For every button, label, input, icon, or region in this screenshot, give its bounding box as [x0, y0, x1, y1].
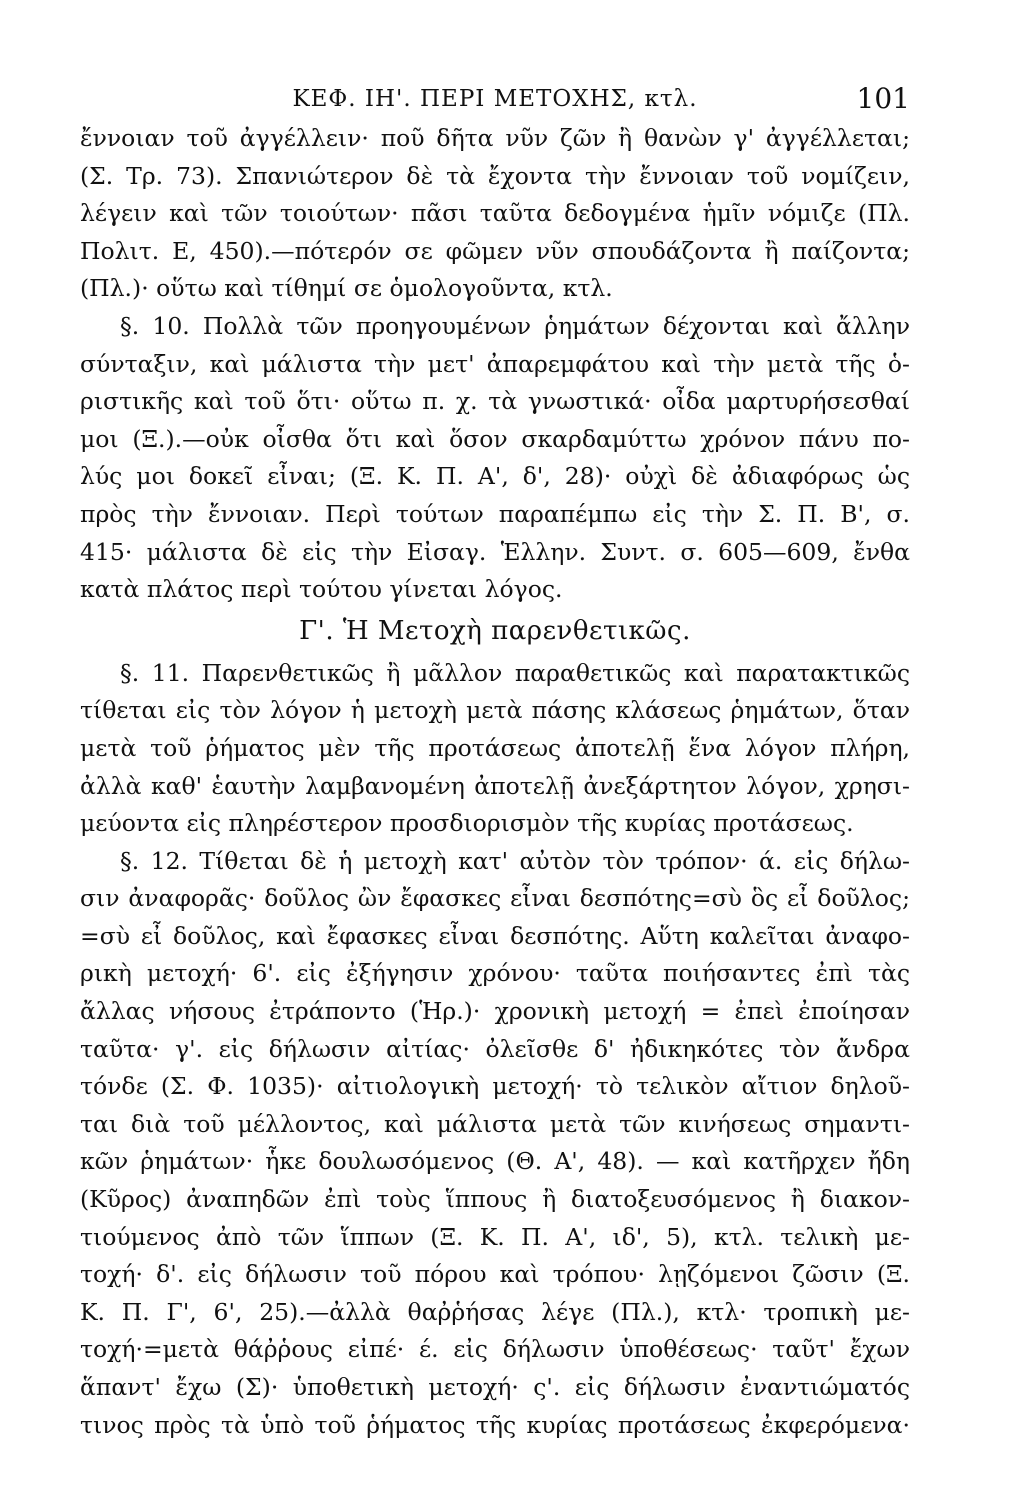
text-line: Πολιτ. Ε, 450).—πότερόν σε φῶμεν νῦν σπουδάζοντα ἢ παίζοντα;: [80, 236, 910, 265]
text-line: ται διὰ τοῦ μέλλοντος, καὶ μάλιστα μετὰ τῶν κινήσεως σημαντι-: [80, 1109, 910, 1138]
text-line: μεύοντα εἰς πληρέστερον προσδιορισμὸν τῆς κυρίας προτάσεως.: [80, 809, 854, 838]
text-line: τίθεται εἰς τὸν λόγον ἡ μετοχὴ μετὰ πάσης κλάσεως ῥημάτων, ὅταν: [80, 696, 910, 725]
paragraph-continued: [80, 120, 910, 308]
text-line: ταῦτα· γ'. εἰς δήλωσιν αἰτίας· ὀλεῖσθε δ' ἠδικηκότες τὸν ἄνδρα: [80, 1034, 910, 1063]
text-line: μοι (Ξ.).—οὐκ οἶσθα ὅτι καὶ ὅσον σκαρδαμύττω χρόνον πάνυ πο-: [80, 424, 910, 453]
running-head: ΚΕΦ. ΙΗ'. ΠΕΡΙ ΜΕΤΟΧΗΣ, κτλ.: [292, 86, 698, 112]
text-line: σιν ἀναφορᾶς· δοῦλος ὢν ἔφασκες εἶναι δεσπότης=σὺ ὃς εἶ δοῦλος;: [80, 884, 910, 913]
paragraph-section-10: [80, 308, 910, 609]
text-line: ριστικῆς καὶ τοῦ ὅτι· οὕτω π. χ. τὰ γνωστικά· οἶδα μαρτυρήσεσθαί: [80, 387, 910, 416]
text-line: ἔννοιαν τοῦ ἀγγέλλειν· ποῦ δῆτα νῦν ζῶν ἢ θανὼν γ' ἀγγέλλεται;: [80, 124, 910, 152]
text-line: (Πλ.)· οὕτω καὶ τίθημί σε ὁμολογοῦντα, κτλ.: [80, 274, 613, 303]
text-line: λύς μοι δοκεῖ εἶναι; (Ξ. Κ. Π. Α', δ', 28)· οὐχὶ δὲ ἀδιαφόρως ὡς: [80, 462, 910, 491]
text-line: =σὺ εἶ δοῦλος, καὶ ἔφασκες εἶναι δεσπότης. Αὕτη καλεῖται ἀναφο-: [80, 921, 910, 950]
text-line: τιούμενος ἀπὸ τῶν ἵππων (Ξ. Κ. Π. Α', ιδ', 5), κτλ. τελικὴ με-: [80, 1222, 910, 1251]
text-line: Κ. Π. Γ', 6', 25).—ἀλλὰ θαῤῥήσας λέγε (Πλ.), κτλ· τροπικὴ με-: [80, 1297, 910, 1326]
text-line: τόνδε (Σ. Φ. 1035)· αἰτιολογικὴ μετοχή· τὸ τελικὸν αἴτιον δηλοῦ-: [80, 1072, 910, 1101]
text-line: μετὰ τοῦ ῥήματος μὲν τῆς προτάσεως ἀποτελῇ ἕνα λόγον πλήρη,: [80, 733, 910, 762]
text-line: §. 12. Τίθεται δὲ ἡ μετοχὴ κατ' αὐτὸν τὸν τρόπον· ά. εἰς δήλω-: [120, 846, 910, 875]
text-line: πρὸς τὴν ἔννοιαν. Περὶ τούτων παραπέμπω εἰς τὴν Σ. Π. Β', σ.: [80, 499, 910, 528]
paragraph-section-11: [80, 655, 910, 843]
text-line: §. 10. Πολλὰ τῶν προηγουμένων ῥημάτων δέχονται καὶ ἄλλην: [120, 311, 910, 340]
page-header: [80, 72, 910, 120]
text-line: ἅπαντ' ἔχω (Σ)· ὑποθετικὴ μετοχή· ς'. εἰς δήλωσιν ἐναντιώματός: [80, 1373, 910, 1401]
page-number: 101: [856, 82, 910, 115]
paragraph-section-12: [80, 843, 910, 1445]
text-line: (Κῦρος) ἀναπηδῶν ἐπὶ τοὺς ἵππους ἢ διατοξευσόμενος ἢ διακον-: [80, 1185, 910, 1214]
book-page: [80, 72, 910, 1444]
text-line: σύνταξιν, καὶ μάλιστα τὴν μετ' ἀπαρεμφάτου καὶ τὴν μετὰ τῆς ὁ-: [80, 349, 910, 378]
text-line: ρικὴ μετοχή· 6'. εἰς ἐξήγησιν χρόνου· ταῦτα ποιήσαντες ἐπὶ τὰς: [80, 959, 910, 988]
text-line: ἄλλας νήσους ἐτράποντο (Ἡρ.)· χρονικὴ μετοχή = ἐπεὶ ἐποίησαν: [80, 997, 910, 1026]
text-line: §. 11. Παρενθετικῶς ἢ μᾶλλον παραθετικῶς καὶ παρατακτικῶς: [120, 658, 910, 687]
section-heading: Γ'. Ἡ Μετοχὴ παρενθετικῶς.: [299, 615, 691, 646]
text-line: τοχή· δ'. εἰς δήλωσιν τοῦ πόρου καὶ τρόπου· λῃζόμενοι ζῶσιν (Ξ.: [80, 1260, 910, 1289]
text-line: τοχή·=μετὰ θάῤῥους εἰπέ· έ. εἰς δήλωσιν ὑποθέσεως· ταῦτ' ἔχων: [80, 1335, 910, 1364]
text-line: (Σ. Τρ. 73). Σπανιώτερον δὲ τὰ ἔχοντα τὴν ἔννοιαν τοῦ νομίζειν,: [80, 161, 910, 190]
text-line: κῶν ῥημάτων· ἧκε δουλωσόμενος (Θ. Α', 48). — καὶ κατῆρχεν ἤδη: [80, 1147, 910, 1176]
text-line: τινος πρὸς τὰ ὑπὸ τοῦ ῥήματος τῆς κυρίας προτάσεως ἐκφερόμενα·: [80, 1410, 910, 1439]
text-line: 415· μάλιστα δὲ εἰς τὴν Εἰσαγ. Ἑλλην. Συντ. σ. 605—609, ἔνθα: [80, 537, 910, 566]
text-line: κατὰ πλάτος περὶ τούτου γίνεται λόγος.: [80, 575, 563, 604]
text-line: ἀλλὰ καθ' ἑαυτὴν λαμβανομένη ἀποτελῇ ἀνεξάρτητον λόγον, χρησι-: [80, 771, 910, 800]
text-line: λέγειν καὶ τῶν τοιούτων· πᾶσι ταῦτα δεδογμένα ἡμῖν νόμιζε (Πλ.: [80, 199, 910, 228]
